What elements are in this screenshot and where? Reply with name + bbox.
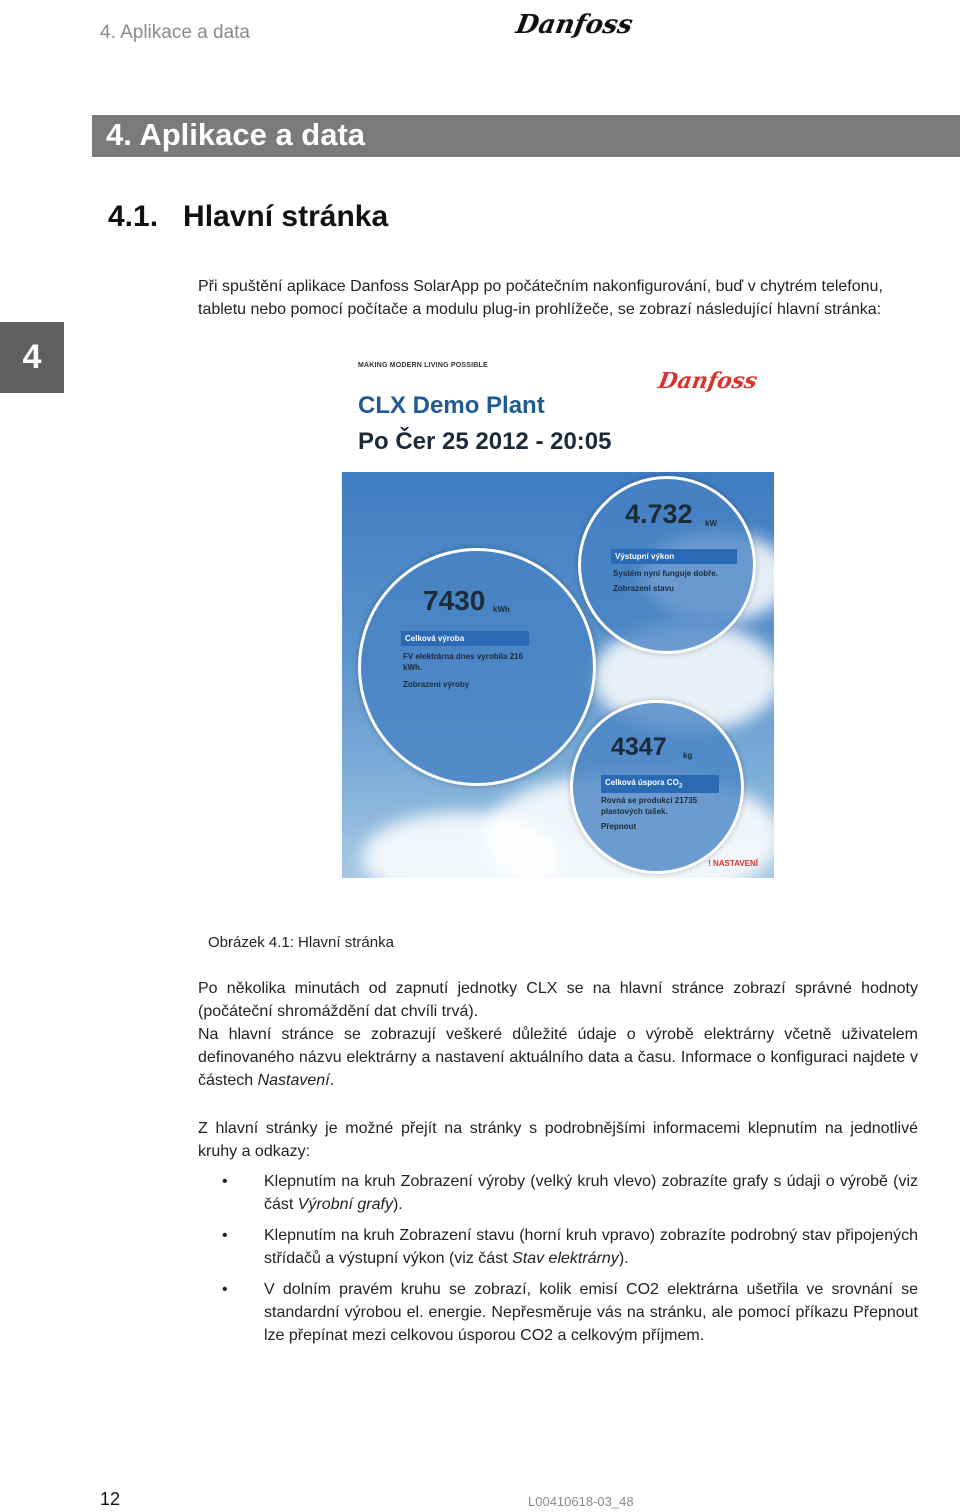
bullet-reference: Výrobní grafy: [297, 1196, 393, 1213]
figure-caption: Obrázek 4.1: Hlavní stránka: [208, 934, 394, 951]
chapter-side-tab: 4: [0, 322, 64, 393]
paragraph-overview: [198, 1023, 918, 1092]
danfoss-logo: [513, 4, 636, 44]
section-title: 4.1. Hlavní stránka: [108, 200, 389, 233]
co2-value: 4347: [611, 733, 667, 761]
co2-label-badge: [601, 775, 719, 793]
list-item: [198, 1278, 918, 1347]
production-info: FV elektrárna dnes vyrobila 216 kWh.: [403, 652, 524, 672]
co2-switch-link[interactable]: Přepnout: [601, 822, 637, 831]
plant-datetime: Po Čer 25 2012 - 20:05: [358, 428, 612, 455]
chapter-heading: [92, 115, 960, 157]
list-item: [198, 1170, 918, 1216]
paragraph-overview-text: Na hlavní stránce se zobrazují veškeré důležité údaje o výrobě elektrárny včetně uživatelem definovaného názvu elektrárny a nastavení aktuálního data a času. Informace o konfiguraci najdete v částech: [198, 1026, 918, 1089]
document-code: L00410618-03_48: [528, 1494, 634, 1509]
page-number: 12: [100, 1489, 121, 1509]
co2-label-sub: 2: [678, 782, 683, 790]
status-unit: kW: [705, 519, 717, 528]
settings-reference: Nastavení: [257, 1072, 330, 1089]
bullet-reference: Stav elektrárny: [512, 1250, 619, 1267]
production-label-badge: Celková výroba: [401, 631, 529, 646]
bullet-icon: •: [222, 1281, 228, 1298]
navigation-bullet-list: [198, 1170, 918, 1355]
bullet-icon: •: [222, 1227, 228, 1244]
bullet-text: V dolním pravém kruhu se zobrazí, kolik emisí CO2 elektrárna ušetřila ve srovnání se standardní výrobou el. energie. Nepřesměruje vás na stránku, ale pomocí příkazu Přepnout lze přepínat mezi celkovou úsporou CO2 a celkovým příjmem.: [264, 1281, 918, 1344]
figure-danfoss-logo: [656, 362, 760, 398]
bullet-text: Klepnutím na kruh Zobrazení stavu (horní kruh vpravo) zobrazíte podrobný stav připojených střídačů a výstupní výkon (viz část: [264, 1227, 918, 1267]
co2-unit: kg: [683, 751, 693, 760]
running-head: 4. Aplikace a data: [100, 22, 250, 43]
bullet-text-end: ).: [618, 1250, 629, 1267]
danfoss-logo-text: Danfoss: [513, 9, 636, 40]
settings-link[interactable]: ! NASTAVENÍ: [708, 859, 758, 868]
chapter-title: 4. Aplikace a data: [106, 117, 366, 152]
co2-circle[interactable]: [570, 700, 744, 874]
bullet-text-end: ).: [392, 1196, 403, 1213]
cloud: [362, 812, 562, 902]
production-value: 7430: [423, 585, 486, 616]
status-value: 4.732: [625, 499, 693, 529]
status-link[interactable]: Zobrazení stavu: [613, 584, 674, 593]
status-info: Systém nyní funguje dobře.: [613, 569, 718, 578]
status-circle[interactable]: [578, 476, 756, 654]
intro-paragraph: Při spuštění aplikace Danfoss SolarApp po počátečním nakonfigurování, buď v chytrém telefonu, tabletu nebo pomocí počítače a modulu plug-in prohlížeče, se zobrazí následující hlavní stránka:: [198, 278, 883, 318]
production-link[interactable]: Zobrazení výroby: [403, 680, 470, 689]
bullet-icon: •: [222, 1173, 228, 1190]
co2-info: Rovná se produkci 21735 plastových tašek.: [601, 796, 698, 816]
paragraph-overview-end: .: [329, 1072, 335, 1089]
plant-name: CLX Demo Plant: [358, 392, 545, 419]
list-item: [198, 1224, 918, 1270]
paragraph-startup: Po několika minutách od zapnutí jednotky CLX se na hlavní stránce zobrazí správné hodnoty (počáteční shromáždění dat chvíli trvá).: [198, 980, 918, 1020]
paragraph-navigation: Z hlavní stránky je možné přejít na stránky s podrobnějšími informacemi klepnutím na jednotlivé kruhy a odkazy:: [198, 1120, 918, 1160]
figure-logo-text: Danfoss: [656, 368, 760, 394]
bullet-text: Klepnutím na kruh Zobrazení výroby (velký kruh vlevo) zobrazíte grafy s údaji o výrobě (viz část: [264, 1173, 918, 1213]
app-screenshot-figure: [342, 348, 774, 878]
production-circle[interactable]: [358, 548, 596, 786]
figure-tagline: MAKING MODERN LIVING POSSIBLE: [358, 362, 488, 369]
co2-label: Celková úspora CO: [605, 778, 679, 787]
production-unit: kWh: [493, 605, 510, 614]
status-label-badge: Výstupní výkon: [611, 549, 737, 564]
